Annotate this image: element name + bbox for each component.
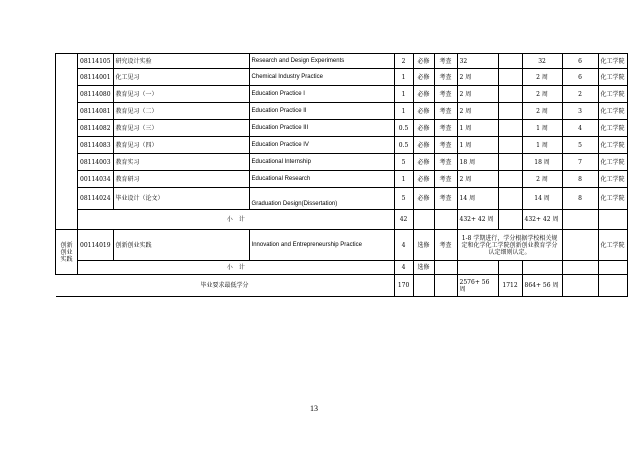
blank [562,261,598,275]
course-code: 08114083 [78,137,114,154]
graduation-hours: 2576+ 56 周 [457,275,498,297]
semester: 5 [562,137,598,154]
course-code: 08114082 [78,120,114,137]
hours-2 [498,137,522,154]
hours-2 [498,103,522,120]
course-name-en: Education Practice III [249,120,394,137]
semester: 3 [562,103,598,120]
course-name-en: Educational Research [249,171,394,188]
blank [598,275,627,297]
hours-2 [498,120,522,137]
course-type: 必修 [413,188,434,210]
total-hours: 2 周 [522,103,562,120]
blank [457,261,498,275]
course-code: 08114024 [78,188,114,210]
course-name-en: Graduation Design(Dissertation) [249,188,394,210]
course-type: 必修 [413,171,434,188]
graduation-hours-2: 1712 [498,275,522,297]
credits: 4 [394,230,413,261]
graduation-label: 毕业要求最低学分 [56,275,395,297]
table-row [56,171,628,188]
table-row [56,137,628,154]
category-cell-blank [56,54,78,230]
blank [413,210,434,230]
department: 化工学院 [598,103,627,120]
course-name-en: Education Practice I [249,86,394,103]
subtotal-credits: 42 [394,210,413,230]
subtotal-label: 小 计 [78,261,395,275]
credits: 1 [394,69,413,86]
course-table [55,53,628,297]
credits: 5 [394,188,413,210]
hours: 32 [457,54,498,69]
course-name-cn: 毕业设计（论文） [113,188,249,210]
subtotal-row [56,210,628,230]
blank [434,210,457,230]
hours: 2 周 [457,86,498,103]
department: 化工学院 [598,69,627,86]
hours-2 [498,154,522,171]
course-name-en: Research and Design Experiments [249,54,394,69]
course-type: 必修 [413,137,434,154]
credits: 5 [394,154,413,171]
subtotal-label: 小 计 [78,210,395,230]
semester: 8 [562,171,598,188]
blank [413,275,434,297]
course-name-cn: 化工见习 [113,69,249,86]
course-code: 00114034 [78,171,114,188]
blank [522,261,562,275]
course-type: 选修 [413,230,434,261]
assessment: 考查 [434,120,457,137]
total-hours: 1 周 [522,137,562,154]
total-hours: 2 周 [522,171,562,188]
subtotal-hours: 432+ 42 周 [457,210,498,230]
blank [562,210,598,230]
semester: 7 [562,154,598,171]
semester: 6 [562,69,598,86]
table-row [56,103,628,120]
assessment: 考查 [434,86,457,103]
semester: 2 [562,86,598,103]
assessment: 考查 [434,171,457,188]
hours: 2 周 [457,69,498,86]
category-label: 创新创业实践 [56,230,78,275]
graduation-row [56,275,628,297]
semester: 4 [562,120,598,137]
table-row [56,86,628,103]
table-row [56,54,628,69]
hours: 18 周 [457,154,498,171]
subtotal-type: 选修 [413,261,434,275]
course-type: 必修 [413,54,434,69]
department: 化工学院 [598,154,627,171]
department: 化工学院 [598,137,627,154]
credits: 0.5 [394,137,413,154]
assessment: 考查 [434,54,457,69]
credits: 0.5 [394,120,413,137]
blank [498,261,522,275]
blank [498,210,522,230]
course-name-cn: 教育研习 [113,171,249,188]
blank [562,275,598,297]
credits: 1 [394,103,413,120]
hours-2 [498,54,522,69]
course-name-cn: 研究设计实验 [113,54,249,69]
total-hours: 14 周 [522,188,562,210]
course-type: 必修 [413,120,434,137]
course-name-cn: 教育见习（一） [113,86,249,103]
course-type: 必修 [413,86,434,103]
department: 化工学院 [598,86,627,103]
semester: 6 [562,54,598,69]
graduation-total: 864+ 56 周 [522,275,562,297]
course-name-cn: 教育实习 [113,154,249,171]
course-name-cn: 创新创业实践 [113,230,249,261]
subtotal-credits: 4 [394,261,413,275]
total-hours: 1 周 [522,120,562,137]
assessment: 考查 [434,230,457,261]
course-name-en: Education Practice II [249,103,394,120]
hours: 1 周 [457,120,498,137]
credits: 1 [394,86,413,103]
course-code: 00114019 [78,230,114,261]
table-row [56,69,628,86]
department: 化工学院 [598,230,627,261]
total-hours: 2 周 [522,69,562,86]
table-row [56,154,628,171]
page-number: 13 [310,404,318,413]
course-code: 08114080 [78,86,114,103]
course-name-en: Innovation and Entrepreneurship Practice [249,230,394,261]
blank [598,210,627,230]
hours-2 [498,86,522,103]
credits: 2 [394,54,413,69]
department: 化工学院 [598,188,627,210]
semester: 8 [562,188,598,210]
assessment: 考查 [434,154,457,171]
course-name-en: Education Practice IV [249,137,394,154]
course-name-cn: 教育见习（四） [113,137,249,154]
course-code: 08114003 [78,154,114,171]
table-row [56,230,628,261]
course-type: 必修 [413,103,434,120]
department: 化工学院 [598,120,627,137]
course-name-cn: 教育见习（三） [113,120,249,137]
graduation-credits: 170 [394,275,413,297]
blank [434,275,457,297]
total-hours: 18 周 [522,154,562,171]
hours-2 [498,171,522,188]
course-code: 08114001 [78,69,114,86]
subtotal-total: 432+ 42 周 [522,210,562,230]
course-name-en: Educational Internship [249,154,394,171]
hours: 2 周 [457,171,498,188]
course-code: 08114081 [78,103,114,120]
course-type: 必修 [413,69,434,86]
assessment: 考查 [434,103,457,120]
hours-2 [498,188,522,210]
hours: 1 周 [457,137,498,154]
course-name-en: Chemical Industry Practice [249,69,394,86]
department: 化工学院 [598,54,627,69]
blank [598,261,627,275]
subtotal-row [56,261,628,275]
table-row [56,120,628,137]
department: 化工学院 [598,171,627,188]
note: 1-8 学期进行，学分根据学校相关规定和化学化工学院创新创业教育学分认定细则认定。 [457,230,562,261]
table-row [56,188,628,210]
course-code: 08114105 [78,54,114,69]
hours: 14 周 [457,188,498,210]
credits: 1 [394,171,413,188]
total-hours: 2 周 [522,86,562,103]
hours-2 [498,69,522,86]
assessment: 考查 [434,69,457,86]
course-name-cn: 教育见习（二） [113,103,249,120]
blank [562,230,598,261]
assessment: 考查 [434,188,457,210]
hours: 2 周 [457,103,498,120]
blank [434,261,457,275]
total-hours: 32 [522,54,562,69]
course-type: 必修 [413,154,434,171]
assessment: 考查 [434,137,457,154]
